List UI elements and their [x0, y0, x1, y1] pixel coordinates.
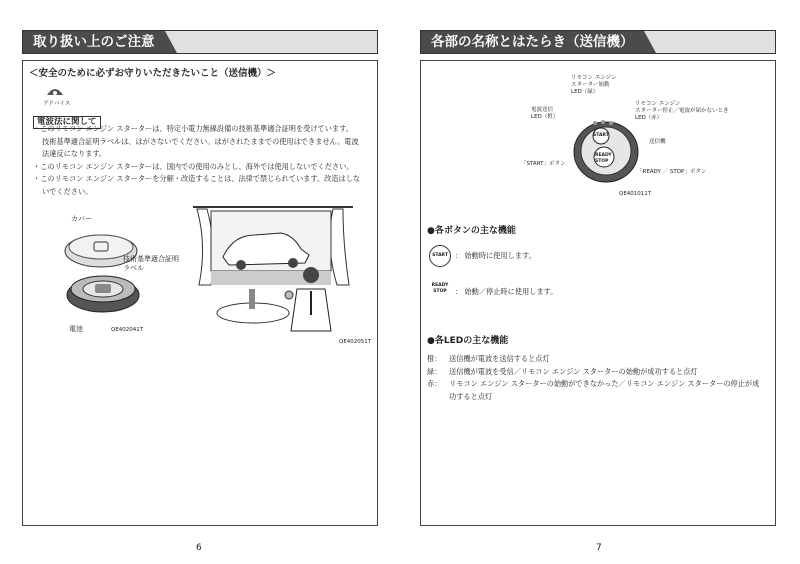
- start-icon: START: [429, 245, 451, 267]
- led-function-list: [427, 353, 771, 403]
- red-led-label: リモコン エンジン スターター停止／電波が届かないとき LED（赤）: [635, 101, 729, 121]
- ready-stop-icon: READY STOP: [431, 283, 449, 294]
- led-row-orange: 橙： 送信機が電波を送信すると点灯: [427, 354, 550, 363]
- battery-label: 電池: [69, 325, 83, 333]
- window-scene-illustration: [193, 205, 353, 337]
- ready-stop-button-label: 「READY ／ STOP」ボタン: [637, 169, 707, 175]
- diagram-code: QE401011T: [619, 191, 652, 197]
- led-row-red: 赤： リモコン エンジン スターターの始動ができなかった／リモコン エンジン スターターの停止が成: [427, 379, 760, 388]
- left-page-title: 取り扱い上のご注意: [23, 31, 165, 53]
- green-led-label: リモコン エンジン スターター始動 LED（緑）: [571, 75, 617, 95]
- transmitter-body-illustration: [63, 265, 143, 321]
- left-header-bar: [22, 30, 378, 54]
- led-row-green: 緑： 送信機が電波を受信／リモコン エンジン スターターの始動が成功すると点灯: [427, 366, 698, 376]
- start-button-diagram: START: [593, 133, 609, 138]
- bullet-1-cont2: 法違反になります。: [42, 149, 107, 158]
- buttons-section-title: ●各ボタンの主な機能: [427, 226, 516, 236]
- bullet-1: ・このリモコン エンジン スターターは、特定小電力無線設備の技術基準適合証明を受けています。: [33, 124, 353, 133]
- right-header-bar: [420, 30, 776, 54]
- bullet-1-cont: 技術基準適合証明ラベルは、はがさないでください。はがされたままでの使用はできません。電波: [42, 136, 359, 146]
- right-page-title: 各部の名称とはたらき（送信機）: [421, 31, 644, 53]
- right-content-frame: [420, 60, 776, 526]
- start-button-label: 「START」ボタン: [521, 161, 566, 167]
- left-subtitle: ＜安全のために必ずお守りいただきたいこと（送信機）＞: [29, 68, 277, 79]
- start-description: ： 始動時に使用します。: [455, 251, 536, 260]
- ready-stop-description: ： 始動／停止時に使用します。: [455, 287, 558, 296]
- cert-label-text: 技術基準適合証明 ラベル: [123, 255, 179, 272]
- bullet-3-cont: いでください。: [42, 186, 93, 196]
- left-content-frame: [22, 60, 378, 526]
- right-page-number: 7: [596, 543, 602, 553]
- led-section-title: ●各LEDの主な機能: [427, 336, 509, 346]
- law-title: 電波法に関して: [33, 116, 101, 129]
- led-row-red-cont: 功すると点灯: [449, 391, 493, 401]
- bullet-3: ・このリモコン エンジン スターターを分解・改造することは、法律で禁じられています。改造はしな: [33, 174, 361, 183]
- cover-label: カバー: [71, 215, 92, 223]
- fig1-code: QE402041T: [111, 327, 144, 333]
- advice-icon: [45, 85, 65, 101]
- fig2-code: QE402051T: [339, 339, 372, 345]
- orange-led-label: 電波送信 LED（橙）: [531, 107, 559, 120]
- bullet-2: ・このリモコン エンジン スターターは、国内での使用のみとし、海外では使用しないでください。: [33, 161, 354, 171]
- ready-button-diagram: READY STOP: [595, 153, 612, 164]
- transmitter-label: 送信機: [649, 139, 666, 145]
- left-page-number: 6: [196, 543, 202, 553]
- advice-label: アドバイス: [43, 101, 71, 107]
